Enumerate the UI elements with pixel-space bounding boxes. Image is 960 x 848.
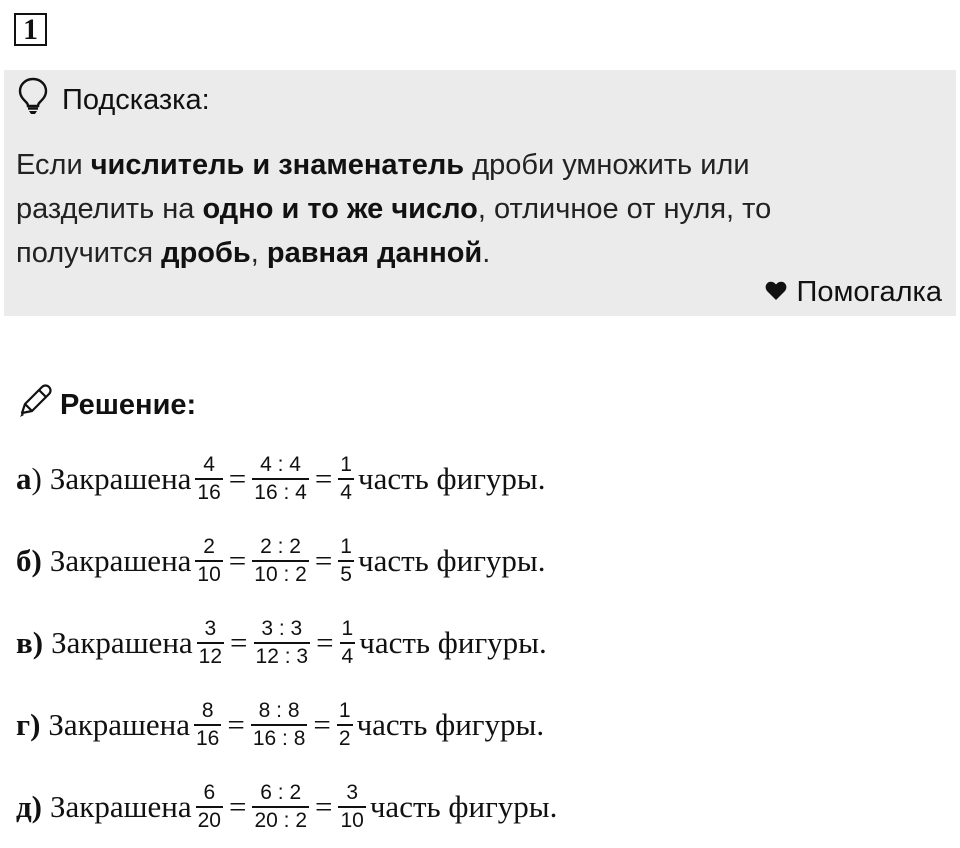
fraction — [340, 616, 356, 670]
fraction-denominator: 10 — [195, 560, 222, 588]
fraction-numerator: 2 — [203, 535, 215, 558]
task-number: 1 — [14, 13, 47, 46]
heart-icon — [765, 276, 787, 309]
fraction — [197, 616, 224, 670]
solution-list — [16, 438, 557, 848]
fraction — [195, 452, 222, 506]
hint-title: Подсказка: — [62, 83, 210, 116]
equals-sign: = — [228, 461, 247, 496]
fraction — [254, 616, 311, 670]
equals-sign: = — [230, 625, 248, 660]
fraction-denominator: 4 — [338, 478, 354, 506]
fraction-denominator: 16 : 4 — [252, 478, 309, 506]
equals-sign: = — [228, 543, 247, 578]
equals-sign: = — [316, 625, 334, 660]
solution-row — [16, 520, 557, 602]
fraction-denominator: 12 — [197, 642, 224, 670]
item-letter: б) — [16, 543, 42, 578]
fraction-numerator: 8 — [201, 699, 214, 722]
pencil-icon — [16, 383, 52, 427]
fraction-numerator: 4 : 4 — [260, 453, 301, 476]
item-tail: часть фигуры. — [356, 707, 545, 742]
hint-text-bold: равная данной — [266, 237, 483, 269]
fraction-denominator: 20 : 2 — [252, 806, 309, 834]
hint-text-segment: Если — [16, 149, 91, 181]
fraction — [338, 780, 365, 834]
item-text: Закрашена — [48, 707, 190, 742]
fraction-numerator: 3 — [346, 781, 358, 804]
hint-text-bold: числитель и знаменатель — [90, 149, 465, 181]
fraction-denominator: 4 — [340, 642, 356, 670]
item-tail: часть фигуры. — [357, 543, 546, 578]
fraction-numerator: 1 — [341, 617, 354, 640]
hint-line — [16, 231, 936, 275]
hint-text-bold: одно и то же число — [202, 193, 478, 225]
fraction-denominator: 16 : 8 — [251, 724, 308, 752]
fraction-denominator: 2 — [337, 724, 353, 752]
fraction — [252, 780, 309, 834]
fraction-denominator: 20 — [196, 806, 223, 834]
hint-text-segment: получится — [16, 237, 162, 269]
item-text: Закрашена — [51, 625, 193, 660]
fraction-numerator: 1 — [338, 699, 351, 722]
hint-panel — [4, 70, 956, 316]
hint-text-segment: разделить на — [16, 193, 203, 225]
item-text: Закрашена — [50, 789, 192, 824]
item-tail: часть фигуры. — [359, 625, 547, 660]
item-letter: д) — [16, 789, 43, 824]
fraction-numerator: 1 — [340, 453, 352, 476]
solution-row — [16, 766, 557, 848]
item-letter: г) — [16, 707, 41, 742]
equals-sign: = — [315, 789, 333, 824]
item-tail: часть фигуры. — [369, 789, 558, 824]
fraction-numerator: 1 — [340, 535, 352, 558]
hint-line — [16, 187, 936, 231]
fraction-denominator: 12 : 3 — [254, 642, 311, 670]
fraction — [195, 534, 222, 588]
item-paren: ) — [31, 461, 42, 496]
lightbulb-icon — [18, 77, 48, 123]
fraction-numerator: 2 : 2 — [260, 535, 301, 558]
hint-line — [16, 143, 936, 187]
item-text: Закрашена — [49, 461, 192, 496]
fraction — [194, 698, 221, 752]
hint-text-segment: , — [250, 237, 267, 269]
fraction — [337, 698, 353, 752]
solution-row — [16, 684, 557, 766]
solution-header — [16, 383, 196, 427]
equals-sign: = — [314, 543, 333, 578]
hint-text-segment: , отличное от нуля, то — [477, 193, 772, 225]
fraction-denominator: 10 — [338, 806, 365, 834]
equals-sign: = — [314, 461, 333, 496]
hint-text-segment: . — [482, 237, 491, 269]
fraction-denominator: 5 — [338, 560, 354, 588]
fraction-numerator: 6 — [203, 781, 216, 804]
fraction-numerator: 4 — [203, 453, 215, 476]
equals-sign: = — [313, 707, 331, 742]
fraction-denominator: 10 : 2 — [252, 560, 309, 588]
item-tail: часть фигуры. — [357, 461, 546, 496]
item-text: Закрашена — [49, 543, 192, 578]
fraction-denominator: 16 — [195, 478, 222, 506]
hint-header — [18, 80, 210, 120]
equals-sign: = — [228, 789, 247, 824]
fraction-numerator: 3 — [204, 617, 217, 640]
fraction — [338, 534, 354, 588]
equals-sign: = — [227, 707, 245, 742]
fraction — [252, 534, 309, 588]
fraction — [196, 780, 223, 834]
fraction-numerator: 3 : 3 — [261, 617, 303, 640]
fraction — [252, 452, 309, 506]
fraction-numerator: 6 : 2 — [260, 781, 302, 804]
hint-text-bold: дробь — [161, 237, 251, 269]
solution-row — [16, 602, 557, 684]
solution-title: Решение: — [60, 388, 197, 421]
solution-row — [16, 438, 557, 520]
fraction — [251, 698, 308, 752]
hint-text — [16, 143, 936, 275]
fraction-denominator: 16 — [194, 724, 221, 752]
credit-label: Помогалка — [796, 276, 942, 308]
credit[interactable] — [765, 276, 942, 309]
item-letter: в) — [16, 625, 44, 660]
fraction — [338, 452, 354, 506]
item-letter: а — [16, 461, 32, 496]
hint-text-segment: дроби умножить или — [464, 149, 750, 181]
fraction-numerator: 8 : 8 — [258, 699, 300, 722]
